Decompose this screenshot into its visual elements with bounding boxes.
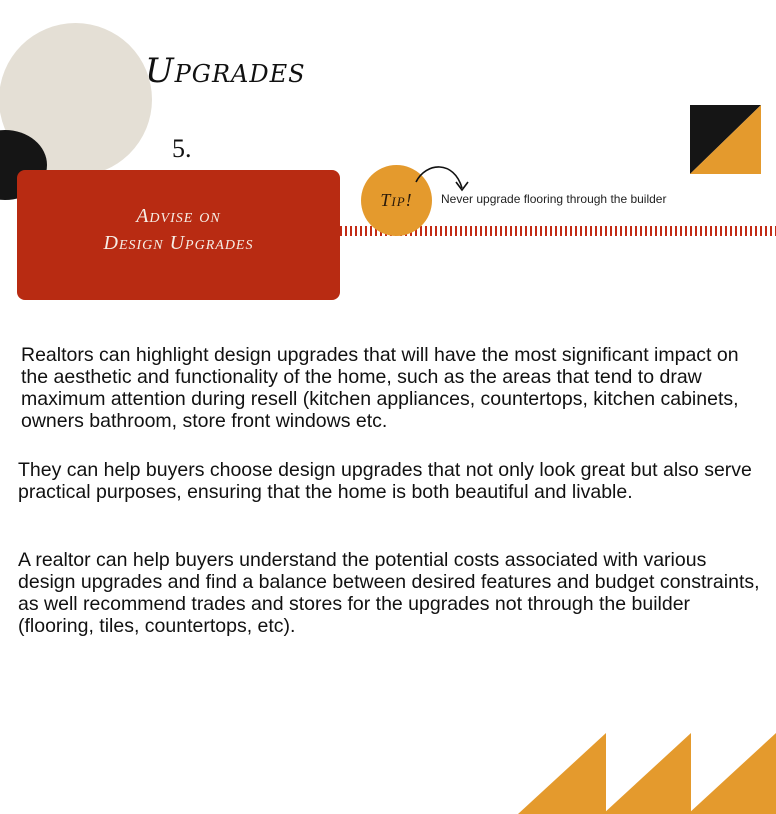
page-title: Upgrades bbox=[145, 51, 306, 91]
decorative-split-square bbox=[690, 105, 761, 174]
step-number: 5. bbox=[172, 134, 192, 163]
section-card bbox=[17, 170, 340, 300]
tip-text: Never upgrade flooring through the builder bbox=[441, 192, 667, 206]
paragraph-3: A realtor can help buyers understand the potential costs associated with various design upgrades and find a balance between desired features and budget constraints, as well recommend trades and stores for the upgrades not through the builder (flooring, tiles, countertops, etc). bbox=[18, 549, 760, 637]
decorative-triangle bbox=[603, 733, 691, 814]
decorative-triangle bbox=[518, 733, 606, 814]
decorative-triangle bbox=[688, 733, 776, 814]
tip-badge-label: Tip! bbox=[380, 190, 413, 210]
paragraph-1: Realtors can highlight design upgrades that will have the most significant impact on the aesthetic and functionality of the home, such as the areas that tend to draw maximum attention during resell (kitchen appliances, countertops, kitchen cabinets, owners bathroom, store front windows etc. bbox=[21, 344, 739, 432]
section-card-label: Advise on Design Upgrades bbox=[103, 205, 254, 254]
paragraph-2: They can help buyers choose design upgrades that not only look great but also serve practical purposes, ensuring that the home is both beautiful and livable. bbox=[18, 459, 752, 503]
